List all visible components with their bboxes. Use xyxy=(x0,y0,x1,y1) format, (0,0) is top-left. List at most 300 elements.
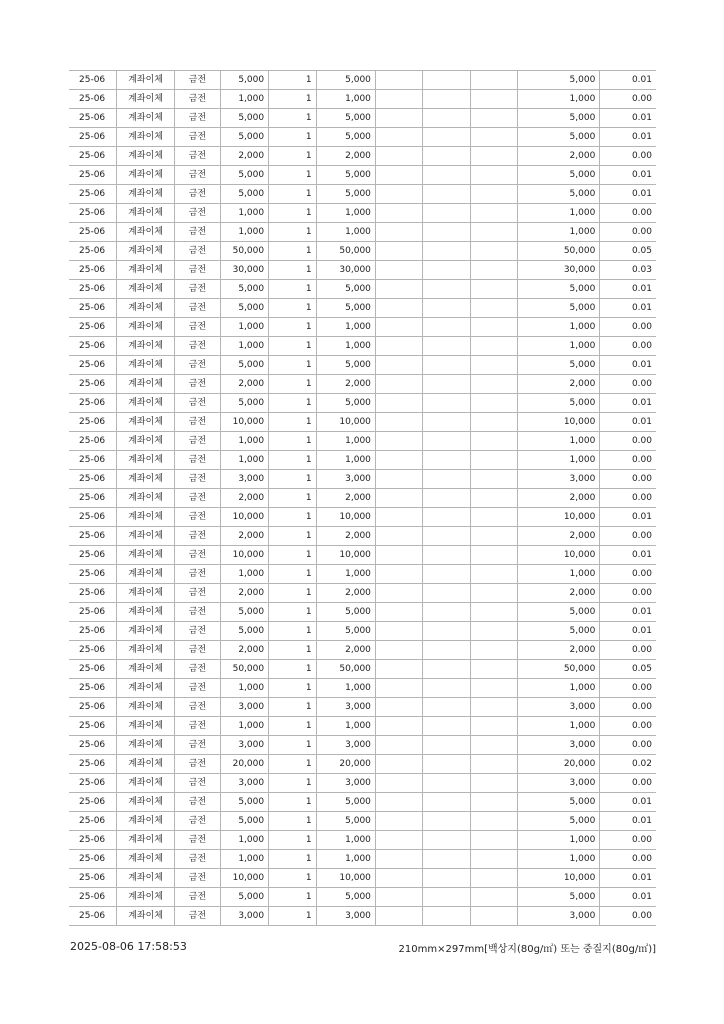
cell-empty xyxy=(470,641,517,660)
cell-class: 금전 xyxy=(175,888,220,907)
cell-class: 금전 xyxy=(175,204,220,223)
cell-empty xyxy=(470,622,517,641)
cell-class: 금전 xyxy=(175,185,220,204)
cell-count: 1 xyxy=(269,527,316,546)
cell-empty xyxy=(375,793,422,812)
cell-ratio: 0.03 xyxy=(600,261,656,280)
cell-ratio: 0.01 xyxy=(600,869,656,888)
cell-empty xyxy=(423,280,470,299)
cell-class: 금전 xyxy=(175,90,220,109)
cell-empty xyxy=(423,888,470,907)
cell-empty xyxy=(423,71,470,90)
cell-amount: 5,000 xyxy=(220,394,269,413)
cell-class: 금전 xyxy=(175,717,220,736)
cell-total: 5,000 xyxy=(316,793,375,812)
cell-total: 2,000 xyxy=(316,489,375,508)
table-row xyxy=(69,470,656,489)
cell-ratio: 0.01 xyxy=(600,413,656,432)
cell-empty xyxy=(423,736,470,755)
cell-sum: 20,000 xyxy=(518,755,600,774)
cell-total: 3,000 xyxy=(316,698,375,717)
cell-amount: 3,000 xyxy=(220,736,269,755)
cell-empty xyxy=(423,603,470,622)
cell-count: 1 xyxy=(269,90,316,109)
table-row xyxy=(69,907,656,926)
cell-empty xyxy=(375,299,422,318)
cell-ratio: 0.00 xyxy=(600,717,656,736)
cell-ratio: 0.00 xyxy=(600,451,656,470)
cell-ratio: 0.00 xyxy=(600,470,656,489)
table-row xyxy=(69,337,656,356)
cell-count: 1 xyxy=(269,584,316,603)
cell-class: 금전 xyxy=(175,432,220,451)
cell-sum: 1,000 xyxy=(518,831,600,850)
cell-total: 1,000 xyxy=(316,318,375,337)
cell-empty xyxy=(470,71,517,90)
cell-sum: 3,000 xyxy=(518,774,600,793)
cell-empty xyxy=(423,717,470,736)
cell-amount: 1,000 xyxy=(220,432,269,451)
cell-ratio: 0.00 xyxy=(600,432,656,451)
cell-empty xyxy=(423,774,470,793)
cell-total: 5,000 xyxy=(316,280,375,299)
cell-class: 금전 xyxy=(175,736,220,755)
cell-date: 25-06 xyxy=(69,375,116,394)
cell-amount: 1,000 xyxy=(220,223,269,242)
cell-empty xyxy=(470,299,517,318)
cell-class: 금전 xyxy=(175,489,220,508)
table-row xyxy=(69,736,656,755)
cell-date: 25-06 xyxy=(69,128,116,147)
table-row xyxy=(69,261,656,280)
cell-empty xyxy=(375,90,422,109)
cell-type: 계좌이체 xyxy=(116,242,174,261)
cell-sum: 5,000 xyxy=(518,185,600,204)
cell-empty xyxy=(470,128,517,147)
cell-sum: 1,000 xyxy=(518,679,600,698)
cell-count: 1 xyxy=(269,242,316,261)
cell-empty xyxy=(423,812,470,831)
cell-amount: 1,000 xyxy=(220,717,269,736)
cell-empty xyxy=(423,489,470,508)
cell-date: 25-06 xyxy=(69,755,116,774)
cell-empty xyxy=(470,394,517,413)
cell-class: 금전 xyxy=(175,223,220,242)
cell-empty xyxy=(470,166,517,185)
cell-date: 25-06 xyxy=(69,907,116,926)
table-row xyxy=(69,717,656,736)
cell-total: 1,000 xyxy=(316,204,375,223)
cell-empty xyxy=(375,869,422,888)
cell-empty xyxy=(470,204,517,223)
table-row xyxy=(69,584,656,603)
cell-class: 금전 xyxy=(175,527,220,546)
cell-empty xyxy=(470,869,517,888)
cell-empty xyxy=(423,90,470,109)
cell-date: 25-06 xyxy=(69,641,116,660)
table-row xyxy=(69,831,656,850)
cell-count: 1 xyxy=(269,869,316,888)
cell-sum: 1,000 xyxy=(518,90,600,109)
cell-amount: 50,000 xyxy=(220,660,269,679)
cell-sum: 10,000 xyxy=(518,869,600,888)
cell-count: 1 xyxy=(269,850,316,869)
cell-total: 2,000 xyxy=(316,641,375,660)
cell-empty xyxy=(375,128,422,147)
cell-total: 1,000 xyxy=(316,565,375,584)
cell-count: 1 xyxy=(269,603,316,622)
cell-amount: 10,000 xyxy=(220,869,269,888)
cell-type: 계좌이체 xyxy=(116,394,174,413)
table-row xyxy=(69,451,656,470)
cell-type: 계좌이체 xyxy=(116,261,174,280)
cell-total: 5,000 xyxy=(316,394,375,413)
cell-ratio: 0.01 xyxy=(600,166,656,185)
ledger-table xyxy=(69,70,656,926)
cell-amount: 5,000 xyxy=(220,166,269,185)
cell-amount: 10,000 xyxy=(220,546,269,565)
cell-empty xyxy=(423,622,470,641)
cell-empty xyxy=(470,546,517,565)
cell-count: 1 xyxy=(269,774,316,793)
cell-type: 계좌이체 xyxy=(116,603,174,622)
cell-class: 금전 xyxy=(175,850,220,869)
cell-sum: 3,000 xyxy=(518,698,600,717)
cell-sum: 1,000 xyxy=(518,337,600,356)
cell-empty xyxy=(470,907,517,926)
cell-empty xyxy=(470,508,517,527)
cell-empty xyxy=(423,850,470,869)
cell-amount: 5,000 xyxy=(220,888,269,907)
cell-ratio: 0.05 xyxy=(600,242,656,261)
cell-ratio: 0.01 xyxy=(600,109,656,128)
cell-amount: 5,000 xyxy=(220,71,269,90)
cell-date: 25-06 xyxy=(69,394,116,413)
cell-class: 금전 xyxy=(175,71,220,90)
cell-total: 5,000 xyxy=(316,603,375,622)
table-row xyxy=(69,204,656,223)
cell-empty xyxy=(375,451,422,470)
cell-empty xyxy=(423,375,470,394)
cell-class: 금전 xyxy=(175,109,220,128)
cell-type: 계좌이체 xyxy=(116,375,174,394)
cell-sum: 1,000 xyxy=(518,432,600,451)
cell-count: 1 xyxy=(269,413,316,432)
cell-type: 계좌이체 xyxy=(116,622,174,641)
cell-empty xyxy=(423,261,470,280)
cell-amount: 3,000 xyxy=(220,907,269,926)
cell-empty xyxy=(375,907,422,926)
cell-sum: 10,000 xyxy=(518,546,600,565)
cell-total: 30,000 xyxy=(316,261,375,280)
cell-empty xyxy=(423,394,470,413)
cell-total: 10,000 xyxy=(316,508,375,527)
cell-sum: 3,000 xyxy=(518,736,600,755)
cell-empty xyxy=(423,147,470,166)
cell-type: 계좌이체 xyxy=(116,508,174,527)
cell-ratio: 0.00 xyxy=(600,679,656,698)
cell-count: 1 xyxy=(269,280,316,299)
cell-date: 25-06 xyxy=(69,185,116,204)
cell-total: 1,000 xyxy=(316,90,375,109)
cell-amount: 1,000 xyxy=(220,679,269,698)
cell-count: 1 xyxy=(269,755,316,774)
cell-amount: 5,000 xyxy=(220,603,269,622)
cell-date: 25-06 xyxy=(69,223,116,242)
cell-type: 계좌이체 xyxy=(116,755,174,774)
cell-empty xyxy=(423,831,470,850)
cell-total: 10,000 xyxy=(316,869,375,888)
cell-empty xyxy=(375,622,422,641)
cell-empty xyxy=(470,337,517,356)
cell-empty xyxy=(375,698,422,717)
cell-amount: 5,000 xyxy=(220,793,269,812)
cell-total: 10,000 xyxy=(316,413,375,432)
table-row xyxy=(69,698,656,717)
cell-total: 1,000 xyxy=(316,432,375,451)
cell-class: 금전 xyxy=(175,470,220,489)
cell-empty xyxy=(423,755,470,774)
cell-class: 금전 xyxy=(175,261,220,280)
cell-type: 계좌이체 xyxy=(116,888,174,907)
cell-amount: 1,000 xyxy=(220,831,269,850)
cell-empty xyxy=(375,717,422,736)
cell-empty xyxy=(375,261,422,280)
cell-type: 계좌이체 xyxy=(116,432,174,451)
cell-count: 1 xyxy=(269,204,316,223)
table-row xyxy=(69,793,656,812)
cell-count: 1 xyxy=(269,166,316,185)
cell-date: 25-06 xyxy=(69,337,116,356)
cell-sum: 30,000 xyxy=(518,261,600,280)
cell-class: 금전 xyxy=(175,603,220,622)
table-row xyxy=(69,299,656,318)
cell-amount: 20,000 xyxy=(220,755,269,774)
cell-type: 계좌이체 xyxy=(116,831,174,850)
cell-ratio: 0.00 xyxy=(600,375,656,394)
cell-empty xyxy=(375,850,422,869)
cell-date: 25-06 xyxy=(69,242,116,261)
cell-empty xyxy=(470,831,517,850)
cell-date: 25-06 xyxy=(69,793,116,812)
cell-ratio: 0.01 xyxy=(600,603,656,622)
cell-sum: 5,000 xyxy=(518,109,600,128)
cell-sum: 5,000 xyxy=(518,622,600,641)
cell-sum: 1,000 xyxy=(518,223,600,242)
cell-count: 1 xyxy=(269,223,316,242)
cell-sum: 5,000 xyxy=(518,280,600,299)
cell-empty xyxy=(375,356,422,375)
table-row xyxy=(69,489,656,508)
cell-total: 5,000 xyxy=(316,128,375,147)
cell-amount: 30,000 xyxy=(220,261,269,280)
cell-sum: 2,000 xyxy=(518,584,600,603)
cell-date: 25-06 xyxy=(69,888,116,907)
cell-total: 1,000 xyxy=(316,451,375,470)
cell-count: 1 xyxy=(269,565,316,584)
cell-sum: 2,000 xyxy=(518,147,600,166)
cell-empty xyxy=(375,242,422,261)
cell-date: 25-06 xyxy=(69,432,116,451)
table-row xyxy=(69,603,656,622)
cell-amount: 1,000 xyxy=(220,565,269,584)
cell-amount: 50,000 xyxy=(220,242,269,261)
table-row xyxy=(69,223,656,242)
table-row xyxy=(69,280,656,299)
cell-count: 1 xyxy=(269,147,316,166)
cell-ratio: 0.01 xyxy=(600,546,656,565)
cell-empty xyxy=(470,451,517,470)
cell-amount: 2,000 xyxy=(220,147,269,166)
table-row xyxy=(69,755,656,774)
cell-class: 금전 xyxy=(175,660,220,679)
cell-empty xyxy=(470,489,517,508)
cell-count: 1 xyxy=(269,641,316,660)
cell-class: 금전 xyxy=(175,280,220,299)
cell-type: 계좌이체 xyxy=(116,109,174,128)
cell-total: 5,000 xyxy=(316,812,375,831)
table-row xyxy=(69,869,656,888)
table-row xyxy=(69,413,656,432)
cell-empty xyxy=(470,432,517,451)
table-row xyxy=(69,128,656,147)
table-row xyxy=(69,109,656,128)
paper-spec: 210mm×297mm[백상지(80g/㎡) 또는 중질지(80g/㎡)] xyxy=(398,944,656,955)
cell-sum: 2,000 xyxy=(518,375,600,394)
cell-empty xyxy=(470,584,517,603)
cell-total: 50,000 xyxy=(316,660,375,679)
cell-type: 계좌이체 xyxy=(116,793,174,812)
cell-count: 1 xyxy=(269,451,316,470)
cell-count: 1 xyxy=(269,546,316,565)
table-row xyxy=(69,546,656,565)
cell-date: 25-06 xyxy=(69,204,116,223)
cell-sum: 50,000 xyxy=(518,660,600,679)
cell-empty xyxy=(470,109,517,128)
cell-ratio: 0.01 xyxy=(600,812,656,831)
cell-empty xyxy=(470,812,517,831)
cell-date: 25-06 xyxy=(69,413,116,432)
cell-empty xyxy=(375,508,422,527)
cell-count: 1 xyxy=(269,888,316,907)
cell-type: 계좌이체 xyxy=(116,356,174,375)
cell-empty xyxy=(423,128,470,147)
cell-ratio: 0.01 xyxy=(600,394,656,413)
cell-amount: 1,000 xyxy=(220,850,269,869)
cell-empty xyxy=(375,565,422,584)
cell-empty xyxy=(470,565,517,584)
cell-ratio: 0.00 xyxy=(600,337,656,356)
cell-type: 계좌이체 xyxy=(116,546,174,565)
cell-class: 금전 xyxy=(175,128,220,147)
cell-sum: 5,000 xyxy=(518,71,600,90)
table-row xyxy=(69,888,656,907)
cell-empty xyxy=(375,109,422,128)
cell-type: 계좌이체 xyxy=(116,147,174,166)
cell-sum: 2,000 xyxy=(518,489,600,508)
cell-ratio: 0.00 xyxy=(600,698,656,717)
cell-sum: 10,000 xyxy=(518,508,600,527)
cell-empty xyxy=(375,641,422,660)
cell-sum: 5,000 xyxy=(518,356,600,375)
table-row xyxy=(69,147,656,166)
cell-total: 5,000 xyxy=(316,356,375,375)
cell-empty xyxy=(375,812,422,831)
cell-sum: 1,000 xyxy=(518,565,600,584)
cell-sum: 2,000 xyxy=(518,641,600,660)
cell-sum: 1,000 xyxy=(518,717,600,736)
table-row xyxy=(69,679,656,698)
cell-date: 25-06 xyxy=(69,622,116,641)
cell-empty xyxy=(470,90,517,109)
cell-amount: 5,000 xyxy=(220,185,269,204)
cell-amount: 5,000 xyxy=(220,280,269,299)
cell-empty xyxy=(423,527,470,546)
cell-empty xyxy=(423,584,470,603)
cell-ratio: 0.00 xyxy=(600,774,656,793)
table-row xyxy=(69,166,656,185)
cell-ratio: 0.02 xyxy=(600,755,656,774)
cell-empty xyxy=(470,242,517,261)
cell-total: 5,000 xyxy=(316,166,375,185)
cell-sum: 5,000 xyxy=(518,603,600,622)
cell-count: 1 xyxy=(269,432,316,451)
cell-sum: 5,000 xyxy=(518,394,600,413)
cell-date: 25-06 xyxy=(69,831,116,850)
cell-type: 계좌이체 xyxy=(116,128,174,147)
cell-empty xyxy=(470,660,517,679)
cell-empty xyxy=(375,831,422,850)
cell-total: 10,000 xyxy=(316,546,375,565)
table-row xyxy=(69,432,656,451)
cell-empty xyxy=(423,223,470,242)
cell-total: 2,000 xyxy=(316,584,375,603)
cell-empty xyxy=(470,280,517,299)
cell-sum: 5,000 xyxy=(518,812,600,831)
cell-empty xyxy=(375,318,422,337)
cell-ratio: 0.01 xyxy=(600,299,656,318)
cell-date: 25-06 xyxy=(69,717,116,736)
cell-total: 1,000 xyxy=(316,679,375,698)
cell-empty xyxy=(375,755,422,774)
cell-sum: 1,000 xyxy=(518,204,600,223)
cell-sum: 3,000 xyxy=(518,907,600,926)
cell-type: 계좌이체 xyxy=(116,679,174,698)
cell-empty xyxy=(423,641,470,660)
cell-class: 금전 xyxy=(175,166,220,185)
cell-empty xyxy=(375,223,422,242)
cell-empty xyxy=(470,527,517,546)
cell-ratio: 0.00 xyxy=(600,527,656,546)
cell-sum: 50,000 xyxy=(518,242,600,261)
cell-class: 금전 xyxy=(175,375,220,394)
cell-empty xyxy=(375,736,422,755)
cell-type: 계좌이체 xyxy=(116,413,174,432)
cell-total: 1,000 xyxy=(316,337,375,356)
cell-date: 25-06 xyxy=(69,508,116,527)
cell-empty xyxy=(470,603,517,622)
cell-ratio: 0.00 xyxy=(600,489,656,508)
ledger-table-container xyxy=(69,70,656,926)
cell-count: 1 xyxy=(269,736,316,755)
table-row xyxy=(69,565,656,584)
cell-total: 2,000 xyxy=(316,527,375,546)
cell-empty xyxy=(375,888,422,907)
cell-total: 3,000 xyxy=(316,736,375,755)
cell-date: 25-06 xyxy=(69,774,116,793)
cell-empty xyxy=(470,698,517,717)
cell-empty xyxy=(375,337,422,356)
